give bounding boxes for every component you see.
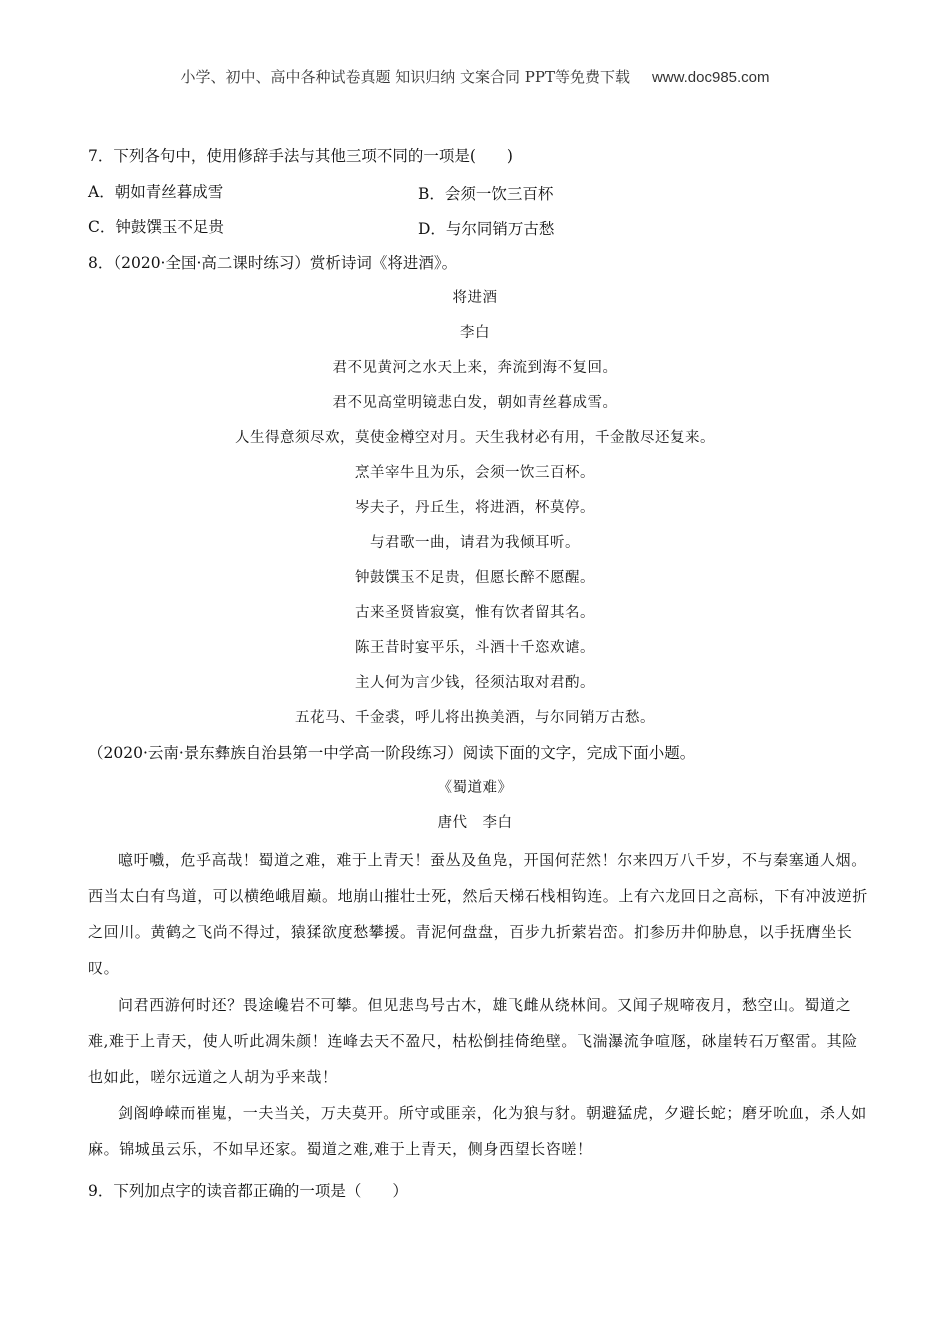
passage-paragraph-2: 问君西游何时还？畏途巉岩不可攀。但见悲鸟号古木，雄飞雌从绕林间。又闻子规啼夜月，愁空山。蜀道之难,难于上青天，使人听此凋朱颜！连峰去天不盈尺，枯松倒挂倚绝壁。飞湍瀑流争喧豗，砯崖转石万壑雷。其险也如此，嗟尔远道之人胡为乎来哉！: [88, 996, 858, 1086]
poem-line: 古来圣贤皆寂寞，惟有饮者留其名。: [355, 605, 595, 621]
q7-option-b: B．会须一饮三百杯: [418, 185, 554, 203]
poem-line: 人生得意须尽欢，莫使金樽空对月。天生我材必有用，千金散尽还复来。: [235, 430, 715, 446]
passage-title: 《蜀道难》: [437, 780, 513, 796]
q7-stem: 7．下列各句中，使用修辞手法与其他三项不同的一项是( ): [88, 147, 513, 165]
poem-line: 君不见黄河之水天上来，奔流到海不复回。: [332, 360, 618, 376]
poem-line: 主人何为言少钱，径须沽取对君酌。: [355, 675, 595, 691]
poem-line: 与君歌一曲，请君为我倾耳听。: [370, 535, 580, 551]
header-text: 小学、初中、高中各种试卷真题 知识归纳 文案合同 PPT等免费下载: [180, 68, 630, 86]
poem-line: 陈王昔时宴平乐，斗酒十千恣欢谑。: [355, 640, 595, 656]
poem-line: 岑夫子，丹丘生，将进酒，杯莫停。: [355, 500, 595, 516]
reading-intro: （2020·云南·景东彝族自治县第一中学高一阶段练习）阅读下面的文字，完成下面小题。: [88, 744, 696, 762]
poem-line: 烹羊宰牛且为乐，会须一饮三百杯。: [355, 465, 595, 481]
poem-title: 将进酒: [452, 290, 498, 306]
passage-paragraph-1: 噫吁嚱，危乎高哉！蜀道之难，难于上青天！蚕丛及鱼凫，开国何茫然！尔来四万八千岁，不与秦塞通人烟。西当太白有鸟道，可以横绝峨眉巅。地崩山摧壮士死，然后天梯石栈相钩连。上有六龙回日之高标，下有冲波逆折之回川。黄鹤之飞尚不得过，猿猱欲度愁攀援。青泥何盘盘，百步九折萦岩峦。扪参历井仰胁息，以手抚膺坐长叹。: [88, 851, 869, 977]
header-site[interactable]: www.doc985.com: [651, 69, 770, 86]
poem-line: 五花马、千金裘，呼儿将出换美酒，与尔同销万古愁。: [295, 710, 655, 726]
page-header: [0, 66, 950, 87]
poem-line: 钟鼓馔玉不足贵，但愿长醉不愿醒。: [355, 570, 595, 586]
passage-paragraph-3: 剑阁峥嵘而崔嵬，一夫当关，万夫莫开。所守或匪亲，化为狼与豺。朝避猛虎，夕避长蛇；磨牙吮血，杀人如麻。锦城虽云乐，不如早还家。蜀道之难,难于上青天，侧身西望长咨嗟！: [88, 1104, 867, 1158]
q7-option-c: C．钟鼓馔玉不足贵: [88, 218, 224, 236]
q7-option-a: A．朝如青丝暮成雪: [88, 183, 224, 201]
q9-stem: 9．下列加点字的读音都正确的一项是（ ）: [88, 1182, 408, 1200]
poem-author: 李白: [460, 325, 490, 341]
q7-option-d: D．与尔同销万古愁: [418, 220, 555, 238]
poem-line: 君不见高堂明镜悲白发，朝如青丝暮成雪。: [332, 395, 618, 411]
passage-author: 唐代 李白: [437, 815, 513, 831]
q8-stem: 8．（2020·全国·高二课时练习）赏析诗词《将进酒》。: [88, 254, 458, 272]
